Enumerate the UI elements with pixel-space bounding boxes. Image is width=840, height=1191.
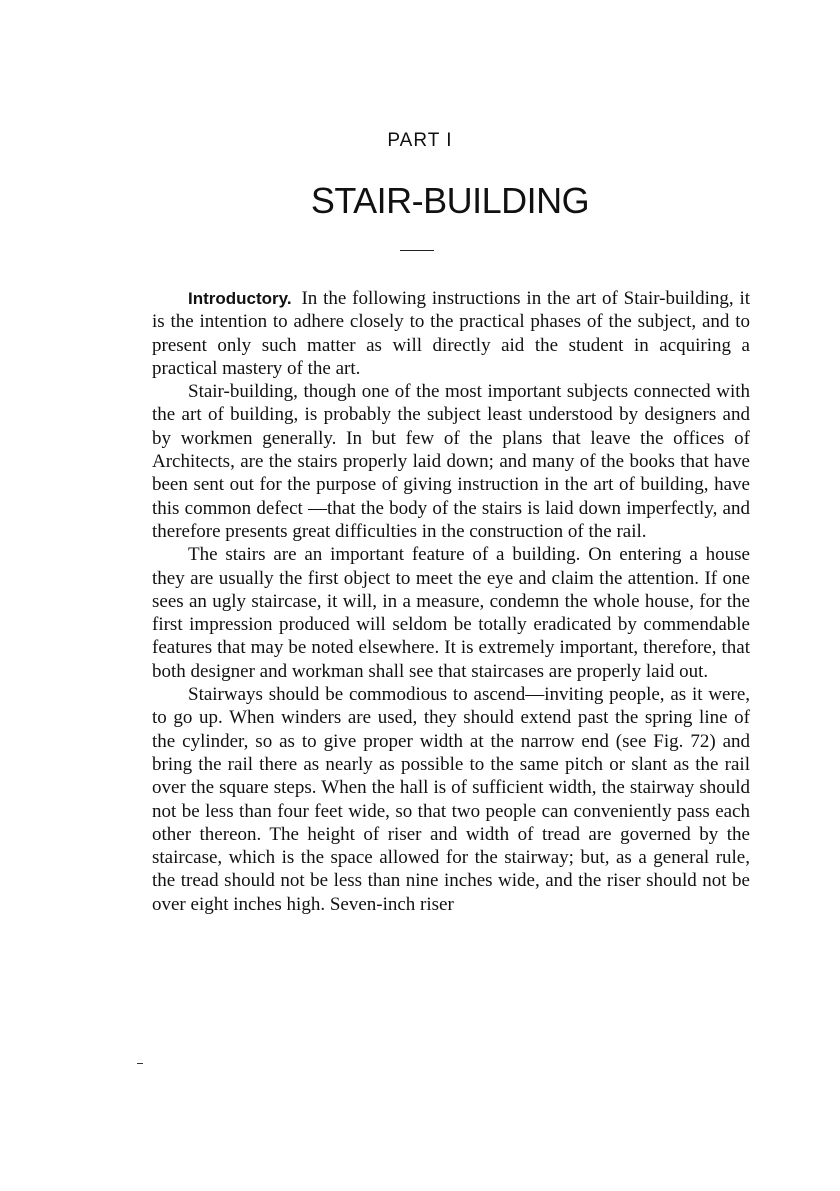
body-text [152,287,750,916]
intro-lead: Introductory. [188,289,292,308]
margin-mark [137,1063,143,1064]
page-title: STAIR-BUILDING [310,180,590,221]
title-rule [400,250,434,251]
paragraph [152,287,750,380]
paragraph: Stair-building, though one of the most important subjects connected with the art of building, is probably the subject least understood by designers and by workmen generally. In but few of the plans that leave the offices of Architects, are the stairs properly laid down; and many of the books that have been sent out for the purpose of giving instruction in the art of building, have this common defect —that the body of the stairs is laid down imperfectly, and therefore presents great difficulties in the construction of the rail. [152,381,750,542]
part-label: PART I [387,130,453,151]
paragraph: The stairs are an important feature of a building. On entering a house they are usually the first object to meet the eye and claim the attention. If one sees an ugly staircase, it will, in a measure, condemn the whole house, for the first impression produced will seldom be totally eradicated by commendable features that may be noted elsewhere. It is extremely important, therefore, that both designer and workman shall see that staircases are properly laid out. [152,544,750,682]
paragraph: Stairways should be commodious to ascend—inviting people, as it were, to go up. When winders are used, they should extend past the spring line of the cylinder, so as to give proper width at the narrow end (see Fig. 72) and bring the rail there as nearly as possible to the same pitch or slant as the rail over the square steps. When the hall is of sufficient width, the stairway should not be less than four feet wide, so that two people can conveniently pass each other thereon. The height of riser and width of tread are governed by the staircase, which is the space allowed for the stairway; but, as a general rule, the tread should not be less than nine inches wide, and the riser should not be over eight inches high. Seven-inch riser [152,684,750,915]
paragraph-text: In the following instructions in the art of Stair-building, it is the intention to adhere closely to the practical phases of the subject, and to present only such matter as will directly aid the student in acquiring a practical mastery of the art. [152,288,751,379]
